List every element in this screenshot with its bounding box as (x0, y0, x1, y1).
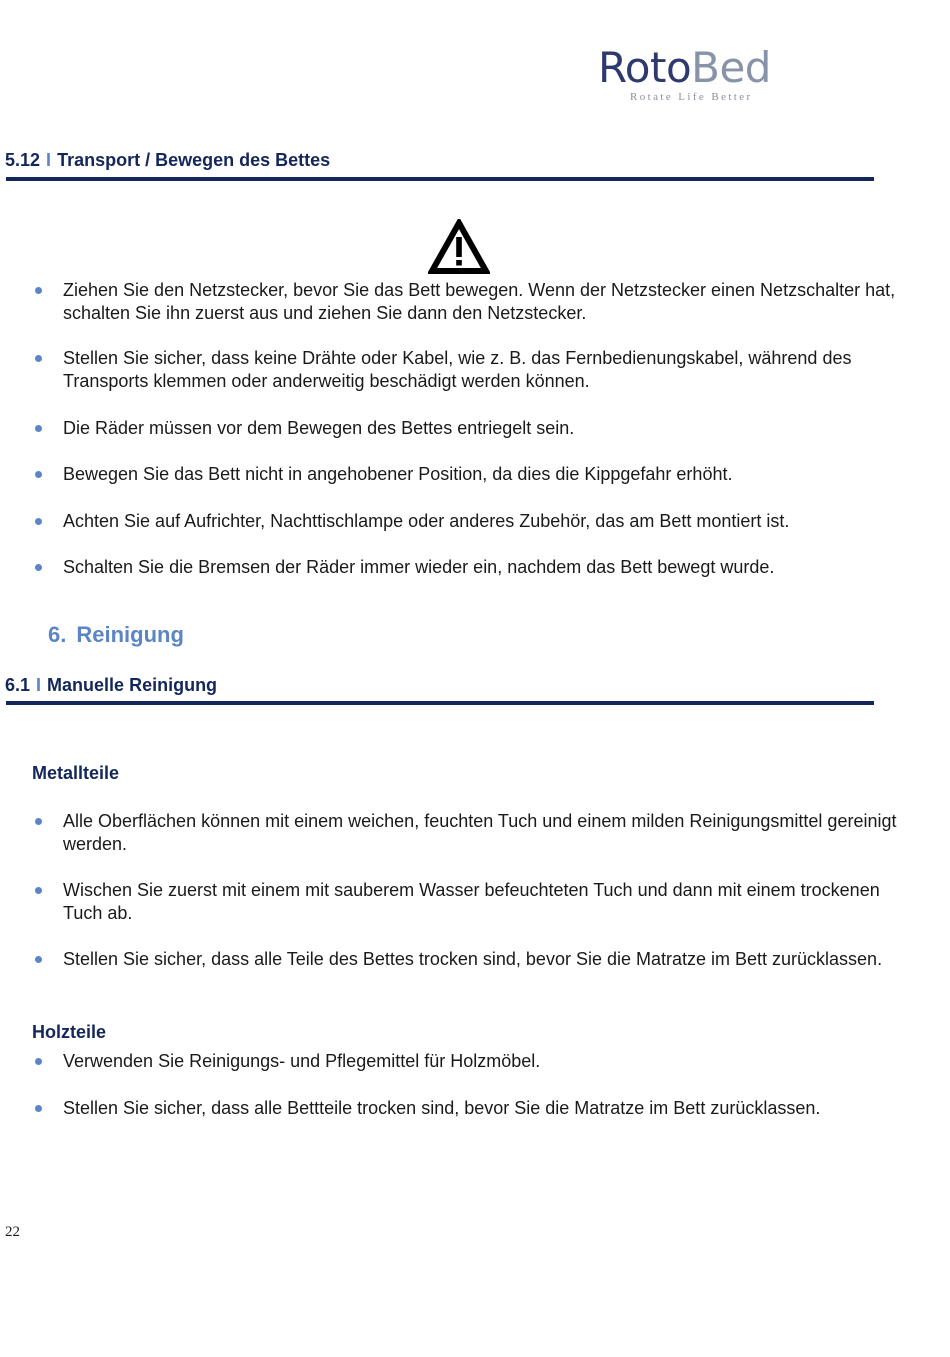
list-item: Schalten Sie die Bremsen der Räder immer wieder ein, nachdem das Bett bewegt wurde. (63, 556, 903, 579)
logo-bed: Bed (691, 43, 771, 92)
list-item: Die Räder müssen vor dem Bewegen des Bettes entriegelt sein. (63, 417, 903, 440)
logo-wordmark (598, 44, 788, 92)
chapter-number: 6. (48, 622, 67, 647)
list-item: Bewegen Sie das Bett nicht in angehobener Position, da dies die Kippgefahr erhöht. (63, 463, 903, 486)
section-separator: I (46, 150, 52, 170)
section-heading-6-1 (5, 675, 217, 696)
list-item: Stellen Sie sicher, dass keine Drähte oder Kabel, wie z. B. das Fernbedienungskabel, während des Transports klemmen oder anderweitig beschädigt werden können. (63, 347, 903, 393)
list-item: Verwenden Sie Reinigungs- und Pflegemittel für Holzmöbel. (63, 1050, 903, 1073)
rotobed-logo (598, 44, 788, 103)
list-item: Alle Oberflächen können mit einem weichen, feuchten Tuch und einem milden Reinigungsmittel gereinigt werden. (63, 810, 903, 856)
list-item: Ziehen Sie den Netzstecker, bevor Sie das Bett bewegen. Wenn der Netzstecker einen Netzschalter hat, schalten Sie ihn zuerst aus und ziehen Sie dann den Netzstecker. (63, 279, 903, 325)
section-rule (6, 177, 874, 181)
section-separator: I (36, 675, 42, 695)
page-number: 22 (5, 1224, 20, 1240)
warning-triangle-icon (428, 219, 490, 275)
section-heading-5-12 (5, 150, 330, 171)
list-item: Stellen Sie sicher, dass alle Bettteile trocken sind, bevor Sie die Matratze im Bett zurücklassen. (63, 1097, 903, 1120)
section-number: 6.1 (5, 675, 31, 695)
subheading-holzteile: Holzteile (32, 1022, 107, 1042)
chapter-heading-6 (48, 622, 184, 648)
logo-tagline: Rotate Life Better (630, 91, 753, 103)
list-item: Stellen Sie sicher, dass alle Teile des Bettes trocken sind, bevor Sie die Matratze im Bett zurücklassen. (63, 948, 903, 971)
chapter-title: Reinigung (76, 622, 184, 647)
section-title: Manuelle Reinigung (47, 675, 218, 695)
section-number: 5.12 (5, 150, 41, 170)
logo-roto: Roto (598, 43, 692, 92)
subheading-metallteile: Metallteile (32, 763, 120, 783)
list-item: Achten Sie auf Aufrichter, Nachttischlampe oder anderes Zubehör, das am Bett montiert ist. (63, 510, 903, 533)
list-item: Wischen Sie zuerst mit einem mit sauberem Wasser befeuchteten Tuch und dann mit einem trockenen Tuch ab. (63, 879, 903, 925)
section-rule (6, 701, 874, 705)
section-title: Transport / Bewegen des Bettes (57, 150, 331, 170)
